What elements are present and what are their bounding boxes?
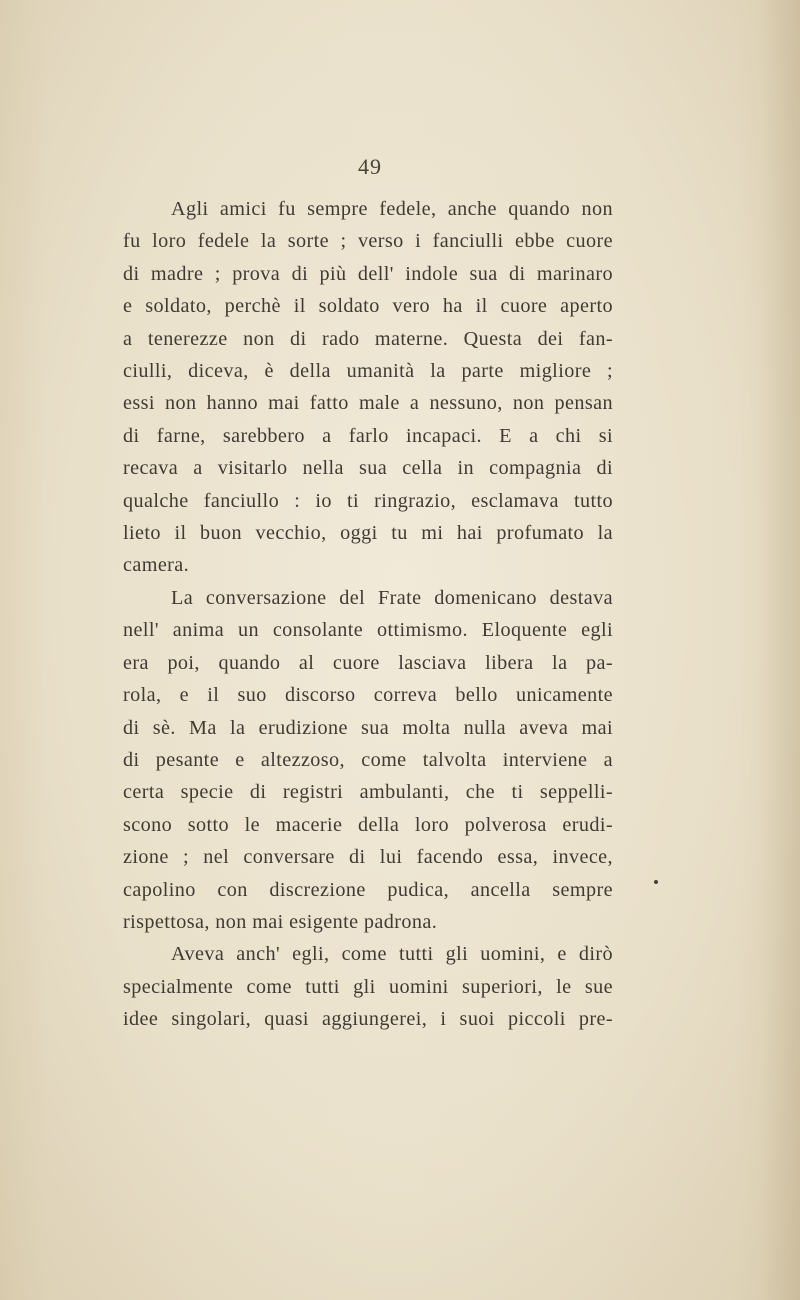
text-line: certa specie di registri ambulanti, che ti seppelli-	[123, 781, 613, 804]
text-line: idee singolari, quasi aggiungerei, i suoi piccoli pre-	[123, 1008, 613, 1031]
text-line: scono sotto le macerie della loro polverosa erudi-	[123, 813, 613, 836]
text-line: La conversazione del Frate domenicano destava	[171, 586, 613, 609]
text-line: di farne, sarebbero a farlo incapaci. E a chi si	[123, 424, 613, 447]
text-line: lieto il buon vecchio, oggi tu mi hai profumato la	[123, 522, 613, 545]
text-line: a tenerezze non di rado materne. Questa dei fan-	[123, 327, 613, 350]
text-line: recava a visitarlo nella sua cella in compagnia di	[123, 457, 613, 480]
text-line: rola, e il suo discorso correva bello unicamente	[123, 684, 613, 707]
paper-speck	[654, 880, 658, 884]
text-line: capolino con discrezione pudica, ancella sempre	[123, 878, 613, 901]
text-line: fu loro fedele la sorte ; verso i fanciulli ebbe cuore	[123, 230, 613, 253]
text-line: qualche fanciullo : io ti ringrazio, esclamava tutto	[123, 489, 613, 512]
text-line: specialmente come tutti gli uomini superiori, le sue	[123, 975, 613, 998]
text-line: zione ; nel conversare di lui facendo essa, invece,	[123, 846, 613, 869]
body-text	[123, 193, 613, 1036]
text-line: era poi, quando al cuore lasciava libera la pa-	[123, 651, 613, 674]
text-line: di sè. Ma la erudizione sua molta nulla aveva mai	[123, 716, 613, 739]
text-line: rispettosa, non mai esigente padrona.	[123, 910, 438, 933]
text-line: di pesante e altezzoso, come talvolta interviene a	[123, 748, 613, 771]
text-line: essi non hanno mai fatto male a nessuno, non pensan	[123, 392, 613, 415]
text-line: nell' anima un consolante ottimismo. Eloquente egli	[123, 619, 613, 642]
page-edge-shadow	[760, 0, 800, 1300]
text-line: e soldato, perchè il soldato vero ha il cuore aperto	[123, 295, 613, 318]
text-line: camera.	[123, 554, 190, 577]
text-line: Agli amici fu sempre fedele, anche quando non	[171, 198, 613, 220]
text-line: ciulli, diceva, è della umanità la parte migliore ;	[123, 360, 613, 383]
text-line: Aveva anch' egli, come tutti gli uomini, e dirò	[171, 943, 613, 966]
text-line: di madre ; prova di più dell' indole sua di marinaro	[123, 262, 613, 285]
page-number: 49	[358, 154, 382, 179]
